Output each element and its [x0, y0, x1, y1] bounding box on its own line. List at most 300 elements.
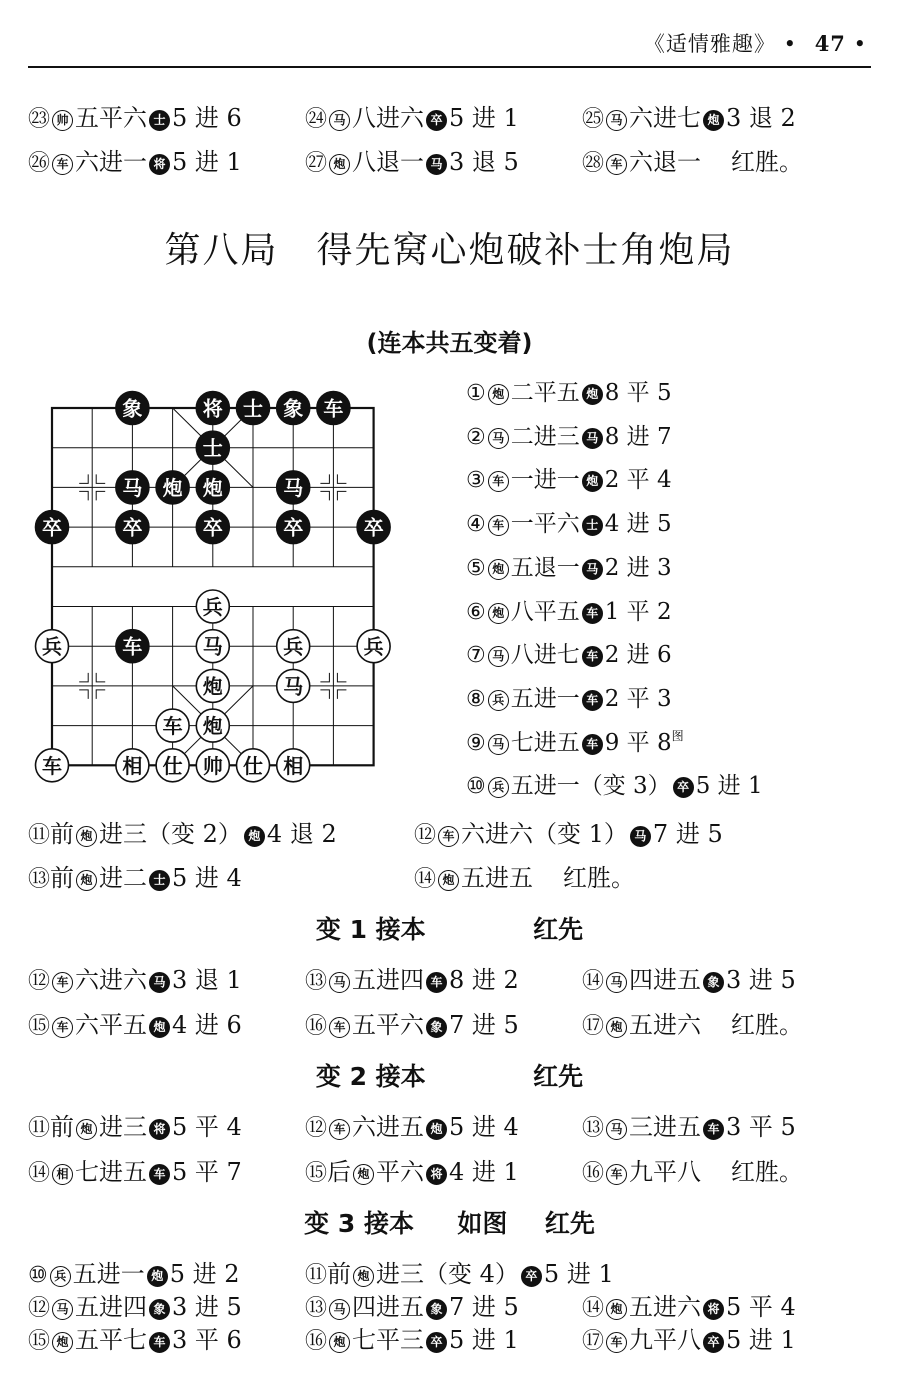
variation-1-heading — [0, 910, 899, 946]
move-entry — [305, 1113, 519, 1141]
move-entry — [466, 424, 672, 450]
move-entry — [305, 1158, 519, 1186]
reply-text: 3 退 1 — [172, 966, 242, 994]
move-text: 进三 — [99, 1113, 148, 1141]
move-text: 五进六 — [629, 1011, 702, 1039]
position-marker — [337, 690, 346, 699]
red-piece-label: 车 — [162, 714, 183, 739]
reply-text: 5 进 2 — [169, 1260, 240, 1288]
move-entry — [466, 686, 672, 712]
red-piece-label: 相 — [283, 753, 304, 778]
black-piece-icon: 象 — [426, 1299, 447, 1320]
move-text: 一平六 — [510, 511, 580, 538]
reply-text: 1 平 2 — [604, 598, 672, 625]
move-text: 八进七 — [510, 642, 580, 669]
move-entry — [28, 864, 242, 892]
variation-2-heading — [0, 1057, 899, 1093]
red-piece-label: 马 — [202, 634, 223, 659]
move-entry — [466, 642, 672, 668]
red-piece-icon: 马 — [52, 1299, 73, 1320]
black-piece-icon: 车 — [149, 1332, 170, 1353]
red-piece-icon: 炮 — [488, 559, 509, 580]
reply-text: 3 进 5 — [172, 1293, 242, 1321]
move-entry — [466, 380, 672, 406]
move-entry — [466, 773, 763, 799]
red-piece-icon: 兵 — [50, 1266, 71, 1287]
position-marker — [96, 673, 105, 682]
black-piece-label: 车 — [323, 396, 344, 421]
reply-text: 5 进 1 — [449, 104, 519, 132]
move-entry — [582, 1158, 803, 1186]
black-piece-icon: 车 — [703, 1119, 724, 1140]
red-piece-label: 车 — [42, 753, 62, 778]
move-number: ㉖ — [28, 151, 51, 176]
move-row — [0, 142, 899, 176]
move-text: 四进五 — [629, 966, 702, 994]
move-entry — [582, 1011, 803, 1039]
red-piece-icon: 车 — [52, 972, 73, 993]
reply-text: 5 进 1 — [543, 1260, 614, 1288]
move-text: 六平五 — [75, 1011, 148, 1039]
black-piece-icon: 车 — [582, 603, 603, 624]
move-entry — [305, 104, 519, 132]
move-row — [466, 374, 672, 408]
reply-text: 5 平 7 — [172, 1158, 242, 1186]
red-piece-icon: 炮 — [606, 1017, 627, 1038]
move-entry — [582, 148, 803, 176]
black-piece-label: 炮 — [202, 475, 223, 500]
move-number: ⑧ — [466, 686, 486, 712]
move-text: 七进五 — [75, 1158, 148, 1186]
move-number: ⑫ — [305, 1116, 328, 1141]
variation-3-heading — [0, 1204, 899, 1240]
move-entry — [466, 599, 672, 625]
move-entry — [305, 966, 519, 994]
move-number: ㉕ — [582, 107, 605, 132]
black-piece-icon: 卒 — [521, 1266, 542, 1287]
variation-note: 如图 — [457, 1209, 508, 1238]
black-piece-icon: 士 — [149, 110, 170, 131]
red-piece-label: 仕 — [243, 753, 263, 778]
black-piece-label: 士 — [243, 396, 263, 421]
variation-label: 变 2 接本 — [315, 1062, 426, 1091]
move-row — [0, 1152, 899, 1186]
move-row — [0, 814, 899, 848]
position-marker — [337, 673, 346, 682]
move-prefix: 前 — [50, 820, 75, 848]
running-head — [644, 28, 867, 58]
move-entry — [28, 1260, 240, 1288]
move-text: 五退一 — [510, 554, 580, 581]
reply-text: 3 退 2 — [726, 104, 796, 132]
move-row — [466, 505, 672, 539]
red-piece-icon: 炮 — [329, 1332, 350, 1353]
move-row — [466, 549, 672, 583]
move-text: 进二 — [99, 864, 148, 892]
move-number: ⑫ — [28, 1296, 51, 1321]
reply-text: 3 平 6 — [172, 1326, 242, 1354]
red-piece-icon: 马 — [488, 646, 509, 667]
red-piece-label: 马 — [283, 674, 304, 699]
move-number: ⑬ — [28, 867, 51, 892]
move-number: ⑪ — [28, 823, 51, 848]
reply-text: 5 进 1 — [449, 1326, 519, 1354]
move-text: 进三（变 2） — [99, 820, 242, 848]
move-text: 二平五 — [510, 380, 580, 406]
reply-text: 5 平 4 — [172, 1113, 242, 1141]
black-piece-icon: 士 — [582, 515, 603, 536]
reply-text: 4 进 6 — [172, 1011, 242, 1039]
separator: • — [783, 32, 797, 56]
black-piece-icon: 炮 — [244, 826, 265, 847]
move-entry — [28, 148, 242, 176]
move-number: ⑦ — [466, 643, 486, 669]
black-piece-icon: 象 — [426, 1017, 447, 1038]
move-text: 五进四 — [352, 966, 425, 994]
black-piece-icon: 象 — [149, 1299, 170, 1320]
black-piece-icon: 马 — [582, 428, 603, 449]
move-entry — [28, 966, 242, 994]
figure-note: 图 — [671, 728, 684, 743]
move-row — [0, 1107, 899, 1141]
red-piece-icon: 车 — [329, 1017, 350, 1038]
black-piece-icon: 将 — [149, 1119, 170, 1140]
black-piece-label: 炮 — [162, 475, 183, 500]
variation-label: 变 1 接本 — [315, 915, 426, 944]
reply-text: 8 进 2 — [449, 966, 519, 994]
black-piece-icon: 士 — [149, 870, 170, 891]
position-marker — [320, 690, 329, 699]
move-number: ⑭ — [28, 1161, 51, 1186]
move-text: 九平八 — [629, 1326, 702, 1354]
move-text: 四进五 — [352, 1293, 425, 1321]
variation-side: 红先 — [544, 1209, 595, 1238]
black-piece-label: 卒 — [42, 515, 62, 540]
black-piece-icon: 车 — [582, 690, 603, 711]
black-piece-icon: 车 — [149, 1164, 170, 1185]
move-number: ㉗ — [305, 151, 328, 176]
move-number: ⑨ — [466, 730, 486, 756]
black-piece-icon: 炮 — [426, 1119, 447, 1140]
move-number: ⑩ — [466, 774, 486, 800]
move-row — [466, 680, 672, 714]
move-text: 一进一 — [510, 467, 580, 494]
move-number: ㉔ — [305, 107, 328, 132]
reply-text: 5 进 4 — [449, 1113, 519, 1141]
move-text: 三进五 — [629, 1113, 702, 1141]
black-piece-icon: 车 — [426, 972, 447, 993]
red-piece-icon: 兵 — [488, 777, 509, 798]
black-piece-icon: 象 — [703, 972, 724, 993]
reply-text: 红胜。 — [731, 148, 804, 176]
move-number: ⑬ — [305, 1296, 328, 1321]
black-piece-label: 马 — [122, 475, 143, 500]
move-row — [466, 724, 684, 758]
reply-text: 5 平 4 — [726, 1293, 796, 1321]
position-marker — [96, 491, 105, 500]
black-piece-label: 卒 — [202, 515, 223, 540]
red-piece-icon: 车 — [438, 826, 459, 847]
move-entry — [466, 730, 684, 756]
move-entry — [305, 1326, 519, 1354]
red-piece-icon: 炮 — [438, 870, 459, 891]
move-text: 九平八 — [629, 1158, 702, 1186]
red-piece-icon: 炮 — [606, 1299, 627, 1320]
red-piece-icon: 炮 — [76, 826, 97, 847]
move-number: ⑭ — [582, 969, 605, 994]
reply-text: 9 平 8 — [604, 729, 672, 756]
black-piece-icon: 炮 — [582, 471, 603, 492]
red-piece-label: 兵 — [283, 634, 304, 659]
move-text: 五平七 — [75, 1326, 148, 1354]
page-header — [28, 14, 871, 68]
red-piece-icon: 车 — [52, 1017, 73, 1038]
move-text: 六进一 — [75, 148, 148, 176]
red-piece-label: 相 — [122, 753, 143, 778]
move-entry — [582, 1293, 796, 1321]
red-piece-icon: 兵 — [488, 690, 509, 711]
black-piece-icon: 车 — [582, 646, 603, 667]
black-piece-label: 卒 — [283, 515, 304, 540]
variation-side: 红先 — [533, 915, 584, 944]
red-piece-icon: 车 — [52, 154, 73, 175]
black-piece-label: 士 — [202, 436, 223, 461]
red-piece-icon: 炮 — [76, 1119, 97, 1140]
move-text: 六进五 — [352, 1113, 425, 1141]
move-number: ⑮ — [28, 1329, 51, 1354]
move-row — [466, 767, 763, 801]
move-number: ㉓ — [28, 107, 51, 132]
reply-text: 7 进 5 — [449, 1011, 519, 1039]
move-number: ⑯ — [305, 1014, 328, 1039]
reply-text: 2 平 4 — [604, 467, 672, 494]
move-entry — [28, 1011, 242, 1039]
black-piece-label: 卒 — [122, 515, 143, 540]
move-row — [0, 1254, 899, 1288]
move-entry — [466, 511, 672, 537]
move-number: ② — [466, 424, 486, 450]
game-title: 第八局 得先窝心炮破补士角炮局 — [164, 230, 735, 271]
reply-text: 7 进 5 — [449, 1293, 519, 1321]
black-piece-icon: 卒 — [673, 777, 694, 798]
reply-text: 7 进 5 — [652, 820, 723, 848]
red-piece-label: 炮 — [202, 714, 223, 739]
move-row — [466, 593, 672, 627]
reply-text: 5 进 1 — [695, 773, 763, 800]
move-row — [0, 98, 899, 132]
position-marker — [337, 474, 346, 483]
move-row — [0, 1320, 899, 1354]
move-entry — [414, 864, 635, 892]
red-piece-icon: 炮 — [353, 1164, 374, 1185]
black-piece-icon: 卒 — [426, 110, 447, 131]
red-piece-icon: 马 — [329, 972, 350, 993]
red-piece-icon: 炮 — [353, 1266, 374, 1287]
subtitle: (连本共五变着) — [366, 329, 533, 357]
red-piece-label: 帅 — [202, 753, 223, 778]
move-text: 二进三 — [510, 423, 580, 450]
red-piece-label: 兵 — [202, 595, 223, 619]
black-piece-icon: 马 — [582, 559, 603, 580]
black-piece-label: 象 — [283, 396, 304, 421]
move-prefix: 前 — [50, 864, 75, 892]
move-entry — [582, 1113, 796, 1141]
move-text: 五进五 — [461, 864, 534, 892]
reply-text: 5 进 1 — [726, 1326, 796, 1354]
black-piece-icon: 马 — [426, 154, 447, 175]
move-number: ⑰ — [582, 1329, 605, 1354]
move-entry — [582, 104, 796, 132]
reply-text: 4 进 5 — [604, 511, 672, 538]
separator: • — [853, 32, 867, 56]
red-piece-label: 仕 — [162, 753, 183, 778]
move-prefix: 后 — [327, 1158, 352, 1186]
red-piece-icon: 车 — [329, 1119, 350, 1140]
red-piece-icon: 马 — [606, 1119, 627, 1140]
move-number: ④ — [466, 512, 486, 538]
move-row — [0, 1005, 899, 1039]
move-entry — [28, 1293, 242, 1321]
reply-text: 3 平 5 — [726, 1113, 796, 1141]
move-entry — [414, 820, 723, 848]
position-marker — [79, 690, 88, 699]
position-marker — [96, 474, 105, 483]
move-number: ⑪ — [28, 1116, 51, 1141]
black-piece-icon: 炮 — [582, 384, 603, 405]
position-marker — [320, 673, 329, 682]
move-number: ⑩ — [28, 1263, 48, 1288]
move-text: 七平三 — [352, 1326, 425, 1354]
red-piece-icon: 马 — [488, 428, 509, 449]
position-marker — [337, 491, 346, 500]
reply-text: 2 进 3 — [604, 554, 672, 581]
variation-side: 红先 — [533, 1062, 584, 1091]
move-prefix: 前 — [50, 1113, 75, 1141]
move-row — [466, 636, 672, 670]
move-row — [0, 1287, 899, 1321]
reply-text: 3 退 5 — [449, 148, 519, 176]
position-marker — [320, 474, 329, 483]
red-piece-icon: 马 — [606, 110, 627, 131]
position-marker — [96, 690, 105, 699]
black-piece-icon: 卒 — [703, 1332, 724, 1353]
move-entry — [305, 1260, 614, 1288]
move-row — [0, 960, 899, 994]
move-number: ⑮ — [305, 1161, 328, 1186]
move-entry — [28, 1158, 242, 1186]
move-number: ⑬ — [582, 1116, 605, 1141]
move-text: 五进一 — [72, 1260, 145, 1288]
move-text: 五进一（变 3） — [510, 773, 671, 800]
reply-text: 红胜。 — [731, 1158, 804, 1186]
move-text: 八退一 — [352, 148, 425, 176]
move-number: ⑰ — [582, 1014, 605, 1039]
move-number: ⑮ — [28, 1014, 51, 1039]
reply-text: 2 进 6 — [604, 642, 672, 669]
move-entry — [305, 1011, 519, 1039]
red-piece-label: 兵 — [363, 634, 384, 659]
move-text: 八平五 — [510, 598, 580, 625]
move-entry — [305, 1293, 519, 1321]
move-text: 进三（变 4） — [376, 1260, 519, 1288]
black-piece-icon: 将 — [703, 1299, 724, 1320]
move-text: 五进六 — [629, 1293, 702, 1321]
black-piece-label: 车 — [122, 634, 143, 659]
red-piece-icon: 炮 — [488, 603, 509, 624]
variation-label: 变 3 接本 — [304, 1209, 414, 1238]
move-text: 七进五 — [510, 729, 580, 756]
black-piece-icon: 将 — [149, 154, 170, 175]
red-piece-icon: 炮 — [76, 870, 97, 891]
move-entry — [305, 148, 519, 176]
chess-board-diagram — [30, 388, 400, 788]
move-prefix: 前 — [327, 1260, 352, 1288]
reply-text: 8 平 5 — [604, 380, 672, 406]
black-piece-icon: 炮 — [149, 1017, 170, 1038]
page-number: 47 — [814, 31, 846, 56]
red-piece-icon: 马 — [329, 110, 350, 131]
move-number: ㉘ — [582, 151, 605, 176]
reply-text: 红胜。 — [563, 864, 636, 892]
move-text: 五进一 — [510, 685, 580, 712]
move-row — [466, 418, 672, 452]
move-entry — [28, 1113, 242, 1141]
move-number: ⑫ — [28, 969, 51, 994]
move-row — [0, 858, 899, 892]
move-number: ⑪ — [305, 1263, 328, 1288]
move-text: 六进七 — [629, 104, 702, 132]
position-marker — [79, 474, 88, 483]
black-piece-icon: 马 — [630, 826, 651, 847]
move-number: ⑭ — [414, 867, 437, 892]
position-marker — [79, 673, 88, 682]
reply-text: 3 进 5 — [726, 966, 796, 994]
black-piece-icon: 将 — [426, 1164, 447, 1185]
black-piece-label: 卒 — [363, 515, 384, 540]
move-text: 六进六 — [75, 966, 148, 994]
black-piece-icon: 车 — [582, 734, 603, 755]
move-entry — [466, 467, 672, 493]
move-text: 五平六 — [352, 1011, 425, 1039]
move-number: ⑭ — [582, 1296, 605, 1321]
move-entry — [28, 104, 242, 132]
move-entry — [582, 1326, 796, 1354]
move-text: 六进六（变 1） — [461, 820, 628, 848]
black-piece-icon: 炮 — [147, 1266, 168, 1287]
move-text: 八进六 — [352, 104, 425, 132]
red-piece-icon: 炮 — [329, 154, 350, 175]
move-number: ① — [466, 381, 486, 406]
red-piece-icon: 炮 — [488, 384, 509, 405]
black-piece-label: 将 — [202, 396, 223, 421]
red-piece-label: 兵 — [42, 634, 62, 659]
move-number: ⑥ — [466, 599, 486, 625]
move-number: ⑬ — [305, 969, 328, 994]
move-text: 平六 — [376, 1158, 425, 1186]
book-title: 《适情雅趣》 — [643, 32, 776, 56]
black-piece-icon: 卒 — [426, 1332, 447, 1353]
red-piece-icon: 车 — [606, 1332, 627, 1353]
red-piece-icon: 相 — [52, 1164, 73, 1185]
red-piece-icon: 马 — [329, 1299, 350, 1320]
reply-text: 5 进 1 — [172, 148, 242, 176]
move-entry — [466, 555, 672, 581]
move-entry — [28, 1326, 242, 1354]
red-piece-label: 炮 — [202, 674, 223, 699]
black-piece-icon: 马 — [149, 972, 170, 993]
red-piece-icon: 车 — [488, 471, 509, 492]
move-number: ⑯ — [305, 1329, 328, 1354]
